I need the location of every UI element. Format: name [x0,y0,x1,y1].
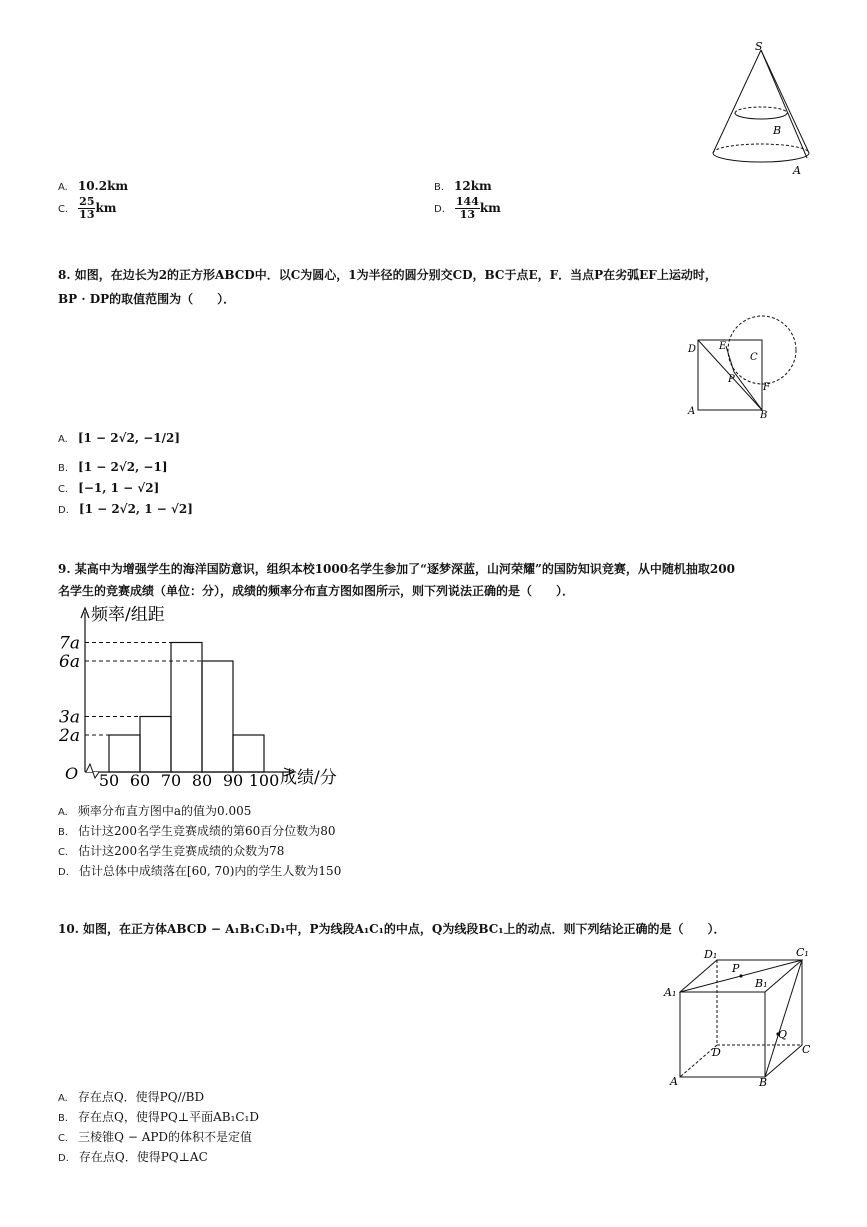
q10-option-c [58,1129,252,1147]
q8-stem-line1: 8. 如图，在边长为2的正方形ABCD中．以C为圆心，1为半径的圆分别交CD，BC于点E，F．当点P在劣弧EF上运动时， [58,268,717,282]
q8-option-c [58,480,159,498]
option-text: 估计这200名学生竞赛成绩的众数为78 [78,844,285,858]
fig8-label-c: C [750,352,758,363]
x-tick-label: 100 [248,771,280,790]
q7-option-d [434,196,501,221]
option-text: [−1, 1 − √2] [78,481,160,495]
option-label: C. [58,484,69,495]
cube-label-c: C [802,1043,811,1056]
option-label: A. [58,1093,68,1104]
histogram-bar [140,717,171,773]
fraction: $\frac{25}{13}$ [79,195,95,221]
cone-label-s: S [755,40,763,53]
q7-option-c [58,196,117,221]
square-circle-figure [684,310,804,425]
point-p [739,974,742,977]
q7-option-b [434,178,492,196]
cube-label-d1: D₁ [704,948,718,961]
option-label: B. [434,182,445,193]
histogram-bar [109,735,140,772]
q10-option-a [58,1089,204,1107]
cube-label-c1: C₁ [796,946,809,959]
cone-label-a: A [793,164,801,177]
q10-option-d [58,1149,208,1167]
cone-figure [700,38,825,180]
fig8-label-a: A [688,406,696,417]
option-label: A. [58,434,68,445]
option-text: [1 − 2√2, −1/2] [77,431,181,445]
origin-label: O [65,764,79,783]
fig8-label-d: D [688,344,697,355]
option-text: 三棱锥Q − APD的体积不是定值 [78,1130,253,1144]
option-label: D. [58,1153,69,1164]
fig8-label-p: P [728,374,735,385]
cone-label-b: B [773,124,782,137]
q9-option-d [58,863,341,881]
cube-label-q: Q [778,1028,788,1041]
option-label: A. [58,807,68,818]
q8-option-b [58,459,168,477]
y-tick-label: 7a [59,633,80,654]
option-label: B. [58,1113,69,1124]
q9-option-a [58,803,251,821]
q7-option-a [58,178,128,196]
q8-stem-line2: BP · DP的取值范围为（ ）． [58,292,236,306]
q9-option-b [58,823,336,841]
q10-option-b [58,1109,259,1127]
q8-option-a [58,430,180,448]
x-tick-label: 90 [222,771,244,790]
histogram-bar [233,735,264,772]
histogram-bar [171,643,202,773]
y-axis-title: 频率/组距 [91,605,165,625]
option-text: 频率分布直方图中a的值为0.005 [77,804,252,818]
q8-option-d [58,501,193,519]
option-label: B. [58,463,69,474]
x-tick-label: 70 [160,771,182,790]
cube-label-d: D [712,1046,721,1059]
option-label: D. [58,505,69,516]
q9-stem-line1: 9. 某高中为增强学生的海洋国防意识，组织本校1000名学生参加了“逐梦深蓝，山河荣耀”的国防知识竞赛，从中随机抽取200 [58,562,735,576]
cube-label-b: B [759,1076,768,1089]
option-text: 估计这200名学生竞赛成绩的第60百分位数为80 [78,824,336,838]
y-tick-label: 2a [59,726,80,746]
option-label: C. [58,847,69,858]
unit: km [479,201,501,215]
option-text: 12km [454,179,492,193]
axis-break [86,764,99,778]
option-text: [1 − 2√2, −1] [78,460,168,474]
option-text: 10.2km [77,179,129,193]
option-label: D. [58,867,69,878]
fig8-label-b: B [760,410,768,421]
x-axis-title: 成绩/分 [280,768,337,788]
unit: km [95,201,117,215]
q10-stem-line1: 10. 如图，在正方体ABCD − A₁B₁C₁D₁中，P为线段A₁C₁的中点，Q为线段BC₁上的动点．则下列结论正确的是（ ）． [58,922,726,936]
option-text: 估计总体中成绩落在[60, 70)内的学生人数为150 [78,864,342,878]
option-text: [1 − 2√2, 1 − √2] [78,502,193,516]
option-text: 存在点Q．使得PQ//BD [77,1090,205,1104]
x-tick-label: 80 [191,771,213,790]
x-tick-label: 50 [98,771,120,790]
option-label: C. [58,204,69,215]
cube-figure [660,942,820,1092]
q9-stem-line2: 名学生的竞赛成绩（单位：分），成绩的频率分布直方图如图所示，则下列说法正确的是（ ）． [58,584,575,598]
option-text: 存在点Q．使得PQ⊥AC [78,1150,208,1164]
y-tick-label: 3a [59,707,80,728]
histogram-chart [55,600,355,795]
option-label: C. [58,1133,69,1144]
q9-option-c [58,843,284,861]
option-label: B. [58,827,69,838]
fig8-label-f: F [763,382,770,393]
option-label: A. [58,182,68,193]
fraction: $\frac{144}{13}$ [455,195,479,221]
option-text: 存在点Q，使得PQ⊥平面AB₁C₁D [78,1110,259,1124]
cube-label-a1: A₁ [664,986,677,999]
cube-label-p: P [732,962,740,975]
cube-label-b1: B₁ [755,977,768,990]
option-label: D. [434,204,445,215]
histogram-bar [202,661,233,772]
y-tick-label: 6a [59,652,80,672]
fig8-label-e: E [719,341,727,352]
cube-label-a: A [670,1075,678,1088]
x-tick-label: 60 [129,771,151,790]
